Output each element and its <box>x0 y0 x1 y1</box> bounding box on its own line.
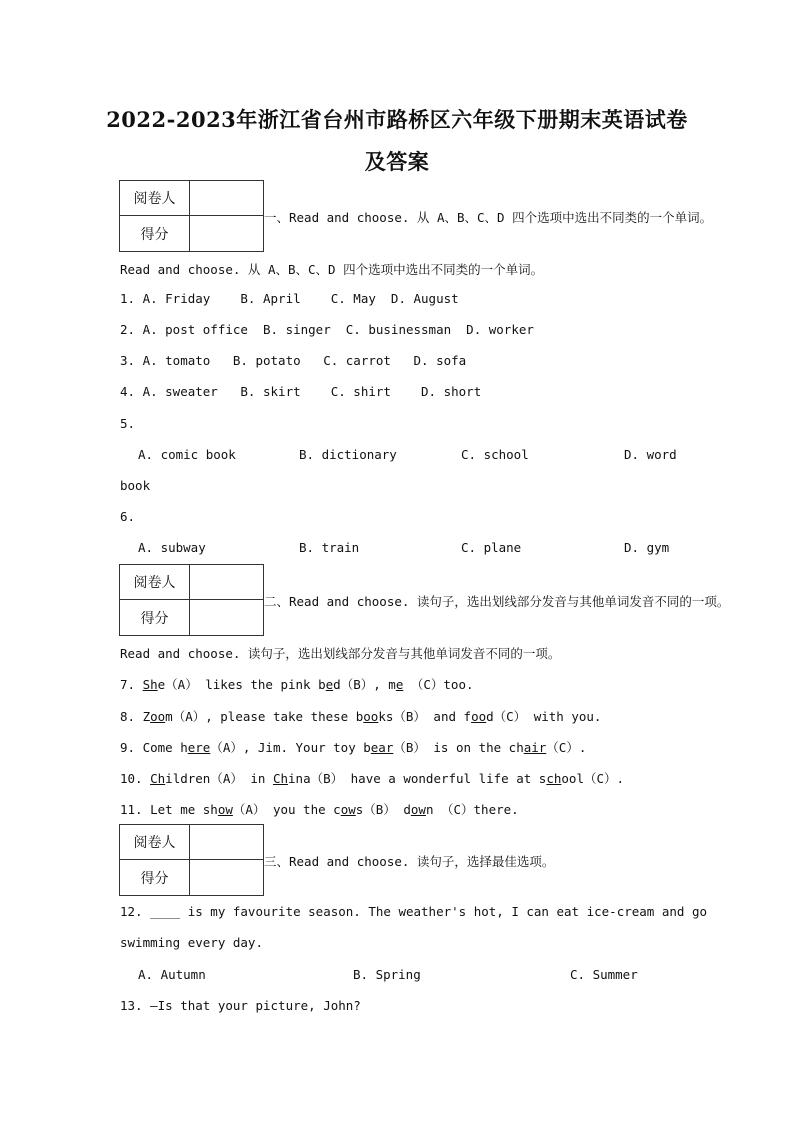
question-6-number: 6. <box>120 509 136 524</box>
question-5-option: D. word <box>624 447 677 462</box>
question-6-option: B. train <box>299 540 360 555</box>
document-title-line2: 及答案 <box>364 149 430 174</box>
reviewer-label: 阅卷人 <box>120 565 190 600</box>
question-6-option: D. gym <box>624 540 670 555</box>
question-6-option: A. subway <box>138 540 206 555</box>
question-5-option: C. school <box>461 447 529 462</box>
question-5-number: 5. <box>120 416 136 431</box>
question-13: 13. —Is that your picture, John? <box>120 998 361 1013</box>
reviewer-label: 阅卷人 <box>120 181 190 216</box>
question-11: 11. Let me show（A） you the cows（B） down （C）there. <box>120 802 519 817</box>
section-heading: 二、Read and choose. 读句子，选出划线部分发音与其他单词发音不同的一项。 <box>264 594 730 609</box>
question-12-option: B. Spring <box>353 967 421 982</box>
document-title-line1: 2022-2023年浙江省台州市路桥区六年级下册期末英语试卷 <box>106 107 688 132</box>
reviewer-field[interactable] <box>190 181 263 216</box>
section-heading: 三、Read and choose. 读句子，选择最佳选项。 <box>264 854 555 869</box>
question-9: 9. Come here（A）, Jim. Your toy bear（B） is on the chair（C）. <box>120 740 587 755</box>
question-2: 2. A. post office B. singer C. businessman D. worker <box>120 322 534 337</box>
question-1: 1. A. Friday B. April C. May D. August <box>120 291 459 306</box>
question-7: 7. She（A） likes the pink bed（B）, me （C）too. <box>120 677 474 692</box>
question-3: 3. A. tomato B. potato C. carrot D. sofa <box>120 353 467 368</box>
question-12-option: C. Summer <box>570 967 638 982</box>
reviewer-field[interactable] <box>190 825 263 860</box>
section-instruction: Read and choose. 读句子，选出划线部分发音与其他单词发音不同的一项。 <box>120 646 561 661</box>
reviewer-field[interactable] <box>190 565 263 600</box>
section-heading: 一、Read and choose. 从 A、B、C、D 四个选项中选出不同类的一个单词。 <box>264 210 713 225</box>
score-label: 得分 <box>120 216 190 251</box>
score-field[interactable] <box>190 600 263 635</box>
section-instruction: Read and choose. 从 A、B、C、D 四个选项中选出不同类的一个单词。 <box>120 262 544 277</box>
question-4: 4. A. sweater B. skirt C. shirt D. short <box>120 384 482 399</box>
score-box <box>119 564 264 636</box>
question-5-option: A. comic book <box>138 447 236 462</box>
question-12-wrap: swimming every day. <box>120 935 263 950</box>
question-12-option: A. Autumn <box>138 967 206 982</box>
reviewer-label: 阅卷人 <box>120 825 190 860</box>
score-label: 得分 <box>120 860 190 895</box>
score-label: 得分 <box>120 600 190 635</box>
question-12: 12. ____ is my favourite season. The weather's hot, I can eat ice-cream and go <box>120 904 707 919</box>
question-5-option: B. dictionary <box>299 447 397 462</box>
score-box <box>119 824 264 896</box>
question-8: 8. Zoom（A）, please take these books（B） and food（C） with you. <box>120 709 602 724</box>
question-6-option: C. plane <box>461 540 522 555</box>
question-5-wrap: book <box>120 478 151 493</box>
score-field[interactable] <box>190 860 263 895</box>
score-field[interactable] <box>190 216 263 251</box>
question-10: 10. Children（A） in China（B） have a wonderful life at school（C）. <box>120 771 625 786</box>
score-box <box>119 180 264 252</box>
